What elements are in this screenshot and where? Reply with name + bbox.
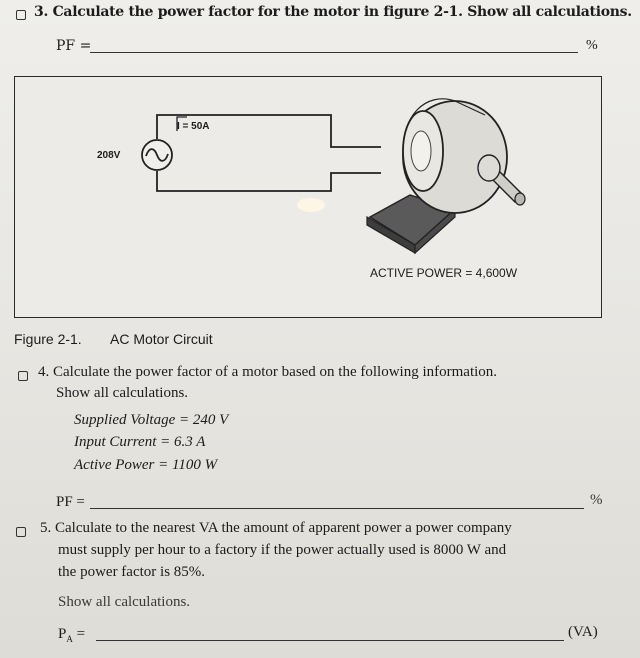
q4-given-current: Input Current = 6.3 A xyxy=(74,434,206,450)
figure-caption-number: Figure 2-1. xyxy=(14,331,82,347)
q3-unit: % xyxy=(586,38,598,53)
current-label: I = 50A xyxy=(177,121,210,132)
q4-unit: % xyxy=(590,492,603,508)
q4-prompt-line2: Show all calculations. xyxy=(56,385,189,401)
q4-pf-label: PF = xyxy=(56,494,85,510)
q3-checkbox[interactable] xyxy=(16,10,26,20)
q3-pf-label: PF = xyxy=(56,38,92,54)
ac-motor-circuit-diagram xyxy=(15,77,601,317)
q4-given-voltage: Supplied Voltage = 240 V xyxy=(74,412,229,428)
q5-pa-symbol: P xyxy=(58,626,67,642)
q3-answer-line[interactable] xyxy=(90,52,578,53)
q5-pa-label xyxy=(58,626,85,644)
q5-prompt: 5. Calculate to the nearest VA the amount of apparent power a power company xyxy=(40,520,512,536)
figure-2-1 xyxy=(14,76,602,318)
q5-unit: (VA) xyxy=(568,624,598,640)
q5-pa-equals: = xyxy=(76,626,86,642)
bottom-wire xyxy=(157,171,381,191)
q4-answer-line[interactable] xyxy=(90,508,584,509)
q4-given-power: Active Power = 1100 W xyxy=(74,457,218,473)
q4-checkbox[interactable] xyxy=(18,371,28,381)
q3-prompt: 3. Calculate the power factor for the motor in figure 2-1. Show all calculations. xyxy=(34,4,632,20)
q5-show-calculations: Show all calculations. xyxy=(58,594,191,610)
q5-prompt-line2: must supply per hour to a factory if the power actually used is 8000 W and xyxy=(58,542,507,558)
q4-prompt: 4. Calculate the power factor of a motor based on the following information. xyxy=(38,364,498,380)
q5-pa-subscript: A xyxy=(66,634,73,644)
voltage-label: 208V xyxy=(97,150,121,161)
q5-answer-line[interactable] xyxy=(96,640,564,641)
q5-prompt-line3: the power factor is 85%. xyxy=(58,564,206,580)
figure-caption-text: AC Motor Circuit xyxy=(110,331,213,347)
motor-icon xyxy=(367,99,525,253)
active-power-label: ACTIVE POWER = 4,600W xyxy=(370,266,518,280)
q5-checkbox[interactable] xyxy=(16,527,26,537)
